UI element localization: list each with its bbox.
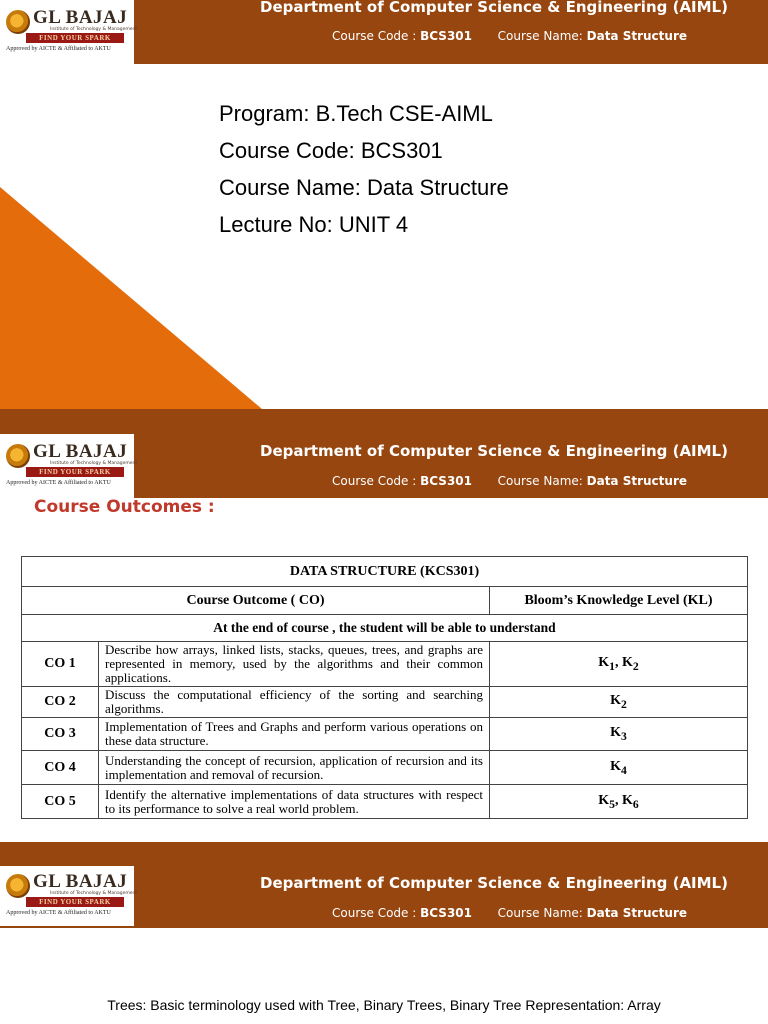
logo-approval: Approved by AICTE & Affiliated to AKTU (6, 480, 111, 486)
college-emblem-icon (6, 10, 30, 34)
course-info (332, 906, 687, 920)
logo-tagline: FIND YOUR SPARK (26, 467, 124, 477)
table-title: DATA STRUCTURE (KCS301) (22, 557, 748, 587)
table-row (22, 785, 748, 819)
course-code-label: Course Code : (332, 906, 417, 920)
co-description: Describe how arrays, linked lists, stacks, queues, trees, and graphs are represented in memory, used by the algorithms and their common applications. (99, 642, 490, 687)
logo-approval: Approved by AICTE & Affiliated to AKTU (6, 46, 111, 52)
logo-approval: Approved by AICTE & Affiliated to AKTU (6, 910, 111, 916)
logo-name: GL BAJAJ (33, 7, 128, 28)
co-id: CO 4 (22, 751, 99, 785)
logo-tagline: FIND YOUR SPARK (26, 33, 124, 43)
co-knowledge-level: $K_5$, $K_6$ (490, 785, 748, 819)
department-title: Department of Computer Science & Engineering (AIML) (260, 0, 728, 16)
table-intro: At the end of course , the student will be able to understand (22, 615, 748, 642)
slide-1 (0, 0, 768, 434)
top-band (0, 842, 768, 864)
co-id: CO 1 (22, 642, 99, 687)
course-info (332, 474, 687, 488)
course-code-value: BCS301 (420, 29, 472, 43)
slide-header (0, 0, 768, 64)
course-name-line: Course Name: Data Structure (219, 175, 509, 200)
logo-container (0, 866, 138, 926)
course-code-line: Course Code: BCS301 (219, 138, 443, 163)
course-outcomes-table (21, 556, 748, 819)
co-knowledge-level: $K_2$ (490, 687, 748, 718)
table-row (22, 642, 748, 687)
column-header-knowledge-level: Bloom’s Knowledge Level (KL) (490, 587, 748, 615)
logo-container (0, 434, 138, 498)
logo-name: GL BAJAJ (33, 871, 128, 892)
program-line: Program: B.Tech CSE-AIML (219, 101, 493, 126)
logo-tagline: FIND YOUR SPARK (26, 897, 124, 907)
co-knowledge-level: $K_4$ (490, 751, 748, 785)
program-info (219, 95, 509, 243)
slide-3 (0, 842, 768, 1024)
logo-container (0, 0, 138, 64)
footer-band (0, 409, 768, 434)
slide-header (0, 434, 768, 498)
course-name-value: Data Structure (586, 29, 687, 43)
course-name-value: Data Structure (586, 474, 687, 488)
course-name-label: Course Name: (497, 906, 583, 920)
logo-subtitle: Institute of Technology & Management (50, 461, 138, 466)
logo-subtitle: Institute of Technology & Management (50, 891, 138, 896)
college-logo (6, 871, 138, 924)
course-outcomes-heading: Course Outcomes : (34, 497, 215, 517)
table-row (22, 751, 748, 785)
slide-header (0, 864, 768, 928)
logo-name: GL BAJAJ (33, 441, 128, 462)
lecture-line: Lecture No: UNIT 4 (219, 212, 409, 237)
course-code-label: Course Code : (332, 474, 417, 488)
column-header-outcome: Course Outcome ( CO) (22, 587, 490, 615)
course-code-label: Course Code : (332, 29, 417, 43)
table-row (22, 718, 748, 751)
department-title: Department of Computer Science & Engineering (AIML) (260, 442, 728, 460)
course-info (332, 29, 687, 43)
co-id: CO 3 (22, 718, 99, 751)
co-knowledge-level: $K_1$, $K_2$ (490, 642, 748, 687)
college-emblem-icon (6, 874, 30, 898)
logo-subtitle: Institute of Technology & Management (50, 27, 138, 32)
department-title: Department of Computer Science & Engineering (AIML) (260, 874, 728, 892)
college-logo (6, 7, 138, 60)
course-code-value: BCS301 (420, 474, 472, 488)
course-name-value: Data Structure (586, 906, 687, 920)
slide-body-text: Trees: Basic terminology used with Tree, Binary Trees, Binary Tree Representation: Array (107, 997, 661, 1013)
table-row (22, 687, 748, 718)
co-description: Identify the alternative implementations of data structures with respect to its performance to solve a real world problem. (99, 785, 490, 819)
course-name-label: Course Name: (497, 29, 583, 43)
co-knowledge-level: $K_3$ (490, 718, 748, 751)
course-name-label: Course Name: (497, 474, 583, 488)
college-emblem-icon (6, 444, 30, 468)
course-code-value: BCS301 (420, 906, 472, 920)
co-description: Implementation of Trees and Graphs and perform various operations on these data structure. (99, 718, 490, 751)
co-description: Understanding the concept of recursion, application of recursion and its implementation and removal of recursion. (99, 751, 490, 785)
college-logo (6, 441, 138, 494)
co-description: Discuss the computational efficiency of the sorting and searching algorithms. (99, 687, 490, 718)
co-id: CO 5 (22, 785, 99, 819)
co-id: CO 2 (22, 687, 99, 718)
slide-2 (0, 434, 768, 842)
